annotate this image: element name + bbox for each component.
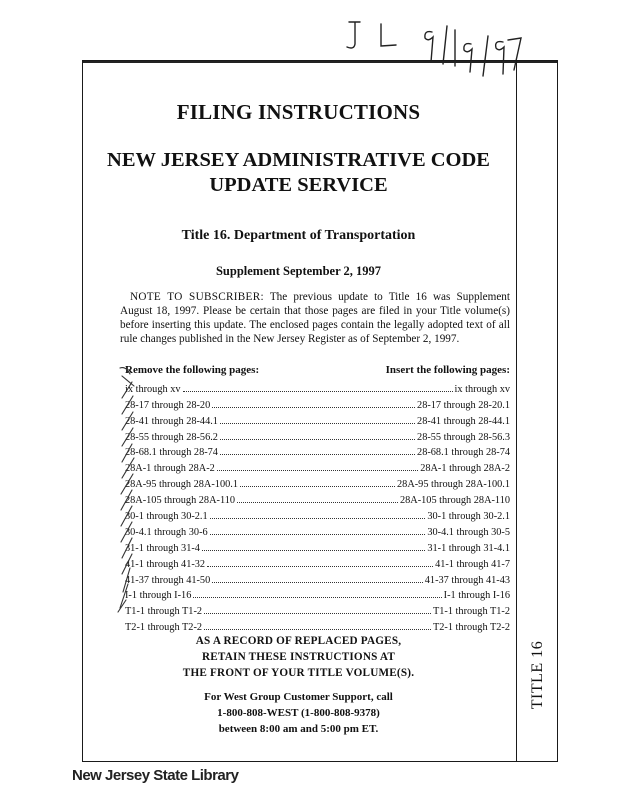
remove-pages-range: 28A-95 through 28A-100.1 (125, 479, 238, 491)
dot-leader (204, 629, 431, 630)
record-instruction (82, 633, 515, 681)
note-label: NOTE TO SUBSCRIBER: (130, 291, 264, 303)
remove-pages-range: T2-1 through T2-2 (125, 622, 203, 634)
record-line2: RETAIN THESE INSTRUCTIONS AT (201, 651, 396, 663)
dot-leader (210, 534, 426, 535)
page-exchange-list (125, 379, 510, 633)
remove-pages-range: T1-1 through T1-2 (125, 606, 203, 618)
remove-pages-range: 28-17 through 28-20 (125, 399, 211, 411)
dot-leader (207, 566, 433, 567)
insert-pages-range: I-1 through I-16 (443, 590, 510, 602)
page-exchange-row (125, 506, 510, 522)
remove-pages-range: 41-1 through 41-32 (125, 558, 206, 570)
remove-pages-range: 31-1 through 31-4 (125, 542, 200, 554)
dot-leader (220, 454, 415, 455)
remove-pages-range: 28A-105 through 28A-110 (125, 495, 236, 507)
remove-pages-header: Remove the following pages: (125, 364, 260, 376)
dot-leader (193, 597, 441, 598)
remove-pages-range: 28A-1 through 28A-2 (125, 463, 215, 475)
page-exchange-row (125, 443, 510, 459)
dot-leader (183, 391, 453, 392)
side-tab-label: TITLE 16 (529, 640, 546, 710)
supplement-date: Supplement September 2, 1997 (215, 264, 382, 278)
insert-pages-range: 41-37 through 41-43 (424, 574, 510, 586)
support-line1: For West Group Customer Support, call (204, 691, 393, 703)
record-line1: AS A RECORD OF REPLACED PAGES, (195, 635, 402, 647)
page-exchange-row (125, 601, 510, 617)
page-exchange-row (125, 617, 510, 633)
note-text: The previous update to Title 16 was Supplement August 18, 1997. Please be certain that those pages are filed in your Title volume(s) before inserting this update. The enclosed pages contain the legally adopted text of all rule changes published in the New Jersey Register as of September 2, 1997. (120, 291, 510, 345)
insert-pages-range: ix through xv (454, 383, 510, 395)
insert-pages-range: 28-17 through 28-20.1 (417, 399, 510, 411)
page-exchange-row (125, 395, 510, 411)
remove-pages-range: 28-55 through 28-56.2 (125, 431, 218, 443)
page-exchange-row (125, 554, 510, 570)
remove-pages-range: 30-4.1 through 30-6 (125, 526, 208, 538)
insert-pages-range: T2-1 through T2-2 (432, 622, 510, 634)
department-title: Title 16. Department of Transportation (181, 228, 416, 243)
title-side-tab (518, 620, 558, 730)
remove-pages-range: ix through xv (125, 383, 181, 395)
insert-pages-range: 30-4.1 through 30-5 (427, 526, 510, 538)
dot-leader (212, 407, 415, 408)
code-title-line1: NEW JERSEY ADMINISTRATIVE CODE (107, 149, 490, 171)
remove-pages-range: 28-41 through 28-44.1 (125, 415, 218, 427)
dot-leader (210, 518, 426, 519)
dot-leader (220, 423, 415, 424)
dot-leader (202, 550, 425, 551)
insert-pages-range: 28-55 through 28-56.3 (417, 431, 510, 443)
dot-leader (204, 613, 431, 614)
insert-pages-range: 28A-95 through 28A-100.1 (397, 479, 510, 491)
page-exchange-row (125, 474, 510, 490)
insert-pages-header: Insert the following pages: (385, 364, 510, 376)
library-footer: New Jersey State Library (72, 767, 239, 784)
remove-pages-range: 41-37 through 41-50 (125, 574, 211, 586)
insert-pages-range: 28A-1 through 28A-2 (420, 463, 510, 475)
insert-pages-range: 28-41 through 28-44.1 (417, 415, 510, 427)
page-exchange-row (125, 379, 510, 395)
page-exchange-row (125, 490, 510, 506)
remove-pages-range: I-1 through I-16 (125, 590, 192, 602)
page-exchange-row (125, 586, 510, 602)
page-exchange-row (125, 538, 510, 554)
support-phone: 1-800-808-WEST (1-800-808-9378) (217, 707, 380, 719)
support-hours: between 8:00 am and 5:00 pm ET. (218, 723, 379, 735)
record-line3: THE FRONT OF YOUR TITLE VOLUME(S). (182, 667, 415, 679)
page-exchange-row (125, 458, 510, 474)
customer-support-info (82, 689, 515, 737)
dot-leader (220, 439, 415, 440)
page-exchange-row (125, 570, 510, 586)
dot-leader (217, 470, 418, 471)
insert-pages-range: 28-68.1 through 28-74 (417, 447, 510, 459)
dot-leader (237, 502, 398, 503)
insert-pages-range: T1-1 through T1-2 (432, 606, 510, 618)
dot-leader (240, 486, 395, 487)
remove-pages-range: 30-1 through 30-2.1 (125, 511, 208, 523)
dot-leader (212, 582, 423, 583)
insert-pages-range: 31-1 through 31-4.1 (427, 542, 510, 554)
remove-pages-range: 28-68.1 through 28-74 (125, 447, 218, 459)
page-exchange-row (125, 522, 510, 538)
insert-pages-range: 30-1 through 30-2.1 (427, 511, 510, 523)
code-title-line2: UPDATE SERVICE (209, 174, 388, 196)
filing-title: FILING INSTRUCTIONS (176, 100, 421, 124)
subscriber-note (120, 290, 510, 346)
insert-pages-range: 28A-105 through 28A-110 (399, 495, 510, 507)
page-exchange-row (125, 411, 510, 427)
page-exchange-row (125, 427, 510, 443)
insert-pages-range: 41-1 through 41-7 (435, 558, 510, 570)
filing-instructions-page (82, 60, 515, 760)
